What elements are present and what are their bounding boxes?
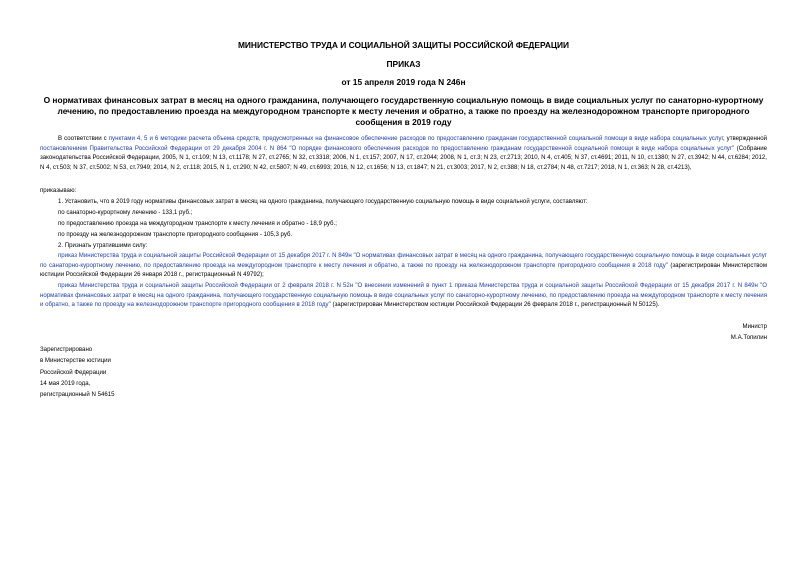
registration-date: 14 мая 2019 года, — [40, 379, 91, 387]
intro-mid: , утвержденной — [722, 135, 767, 142]
registration-line: Зарегистрировано — [40, 346, 93, 353]
repealed-order-2-link[interactable]: приказ Министерства труда и социальной защиты Российской Федерации от 2 февраля 2018 г. N 52н "О внесении изменений в пункт 1 приказа Министерства труда и социальной защиты Российской Федерации от 15 декабря 2017 г. N 849н "О нормативах финансовых затрат в месяц на одного гражданина, получающего государственную социальную помощь в виде социальных услуг по санаторно-курортному лечению, по предоставлению проезда на междугородном транспорте к месту лечения и обратно, а также по проезду на железнодорожном транспорте пригородного сообщения в 2018 году" — [40, 282, 767, 309]
item-1: 1. Установить, что в 2019 году нормативы финансовых затрат в месяц на одного гражданина, получающего государственную социальную помощь в виде социальной услуги, составляют: — [58, 198, 588, 205]
signature-title: Министр — [742, 323, 767, 330]
document-date-number: от 15 апреля 2019 года N 246н — [341, 77, 466, 87]
repealed-order-2-registration: (зарегистрирован Министерством юстиции Российской Федерации 26 февраля 2018 г., регистрационный N 50125). — [330, 301, 660, 309]
ministry-heading: МИНИСТЕРСТВО ТРУДА И СОЦИАЛЬНОЙ ЗАЩИТЫ РОССИЙСКОЙ ФЕДЕРАЦИИ — [237, 40, 570, 50]
repealed-order-2 — [40, 281, 767, 310]
item-2: 2. Признать утратившими силу: — [58, 242, 148, 249]
registration-line: Российской Федерации — [40, 368, 107, 376]
norm-intercity-transport: по предоставлению проезда на междугородном транспорте к месту лечения и обратно - 18,9 руб.; — [58, 220, 337, 227]
intro-prefix: В соответствии с — [58, 135, 109, 142]
repealed-order-1 — [40, 251, 767, 280]
repealed-order-1-link[interactable]: приказ Министерства труда и социальной защиты Российской Федерации от 15 декабря 2017 г. N 849н "О нормативах финансовых затрат в месяц на одного гражданина, получающего государственную социальную помощь в виде социальных услуг по санаторно-курортному лечению, по предоставлению проезда на междугородном транспорте к месту лечения и обратно, а также по проезду на железнодорожном транспорте пригородного сообщения в 2018 году" — [40, 252, 767, 269]
norm-suburban-rail: по проезду на железнодорожном транспорте пригородного сообщения - 105,3 руб. — [58, 231, 293, 238]
registration-block — [40, 344, 115, 400]
registration-number: регистрационный N 54615 — [40, 391, 115, 399]
methodology-link[interactable]: пунктами 4, 5 и 6 методики расчета объема средств, предусмотренных на финансовое обеспечение расходов по предоставлению гражданам государственной социальной помощи в виде набора социальных услуг — [108, 135, 723, 142]
document-subject: О нормативах финансовых затрат в месяц на одного гражданина, получающего государственную социальную помощь в виде социальных услуг по санаторно-курортному лечению, по предоставлению проезда на междугородном транспорте к месту лечения и обратно, а также по проезду на железнодорожном транспорте пригородного сообщения в 2019 году — [43, 95, 764, 127]
intro-suffix: (Собрание законодательства Российской Федерации, 2005, N 1, ст.109; N 13, ст.1178; N 27, ст.2765; N 32, ст.3318; 2006, N 1, ст.157; 2007, N 17, ст.2044; 2008, N 1, ст.3; N 23, ст.2713; 2010, N 4, ст.405; N 37, ст.4691; 2011, N 10, ст.1380; N 27, ст.3942; N 44, ст.6284; 2012, N 4, ст.503; N 37, ст.5002; N 53, ст.7949; 2014, N 2, ст.118; 2015, N 1, ст.290; N 42, ст.5807; N 49, ст.6993; 2016, N 12, ст.1656; N 13, ст.1847; N 21, ст.3003; 2017, N 2, ст.388; N 18, ст.2784; N 48, ст.7217; 2018, N 1, ст.363; N 28, ст.4213), — [40, 144, 767, 171]
orders-word: приказываю: — [40, 187, 77, 194]
intro-paragraph — [40, 134, 767, 172]
signature-name: М.А.Топилин — [730, 334, 767, 341]
registration-line: в Министерстве юстиции — [40, 357, 111, 365]
norm-sanatorium: по санаторно-курортному лечению - 133,1 руб.; — [58, 209, 193, 216]
government-decree-link[interactable]: постановлением Правительства Российской Федерации от 29 декабря 2004 г. N 864 "О порядке финансового обеспечения расходов по предоставлению гражданам государственной социальной помощи в виде набора социальных услуг" — [40, 144, 735, 152]
document-type: ПРИКАЗ — [386, 59, 421, 69]
repealed-order-1-registration: (зарегистрирован Министерством юстиции Российской Федерации 26 января 2018 г., регистрационный N 49792); — [40, 261, 768, 279]
